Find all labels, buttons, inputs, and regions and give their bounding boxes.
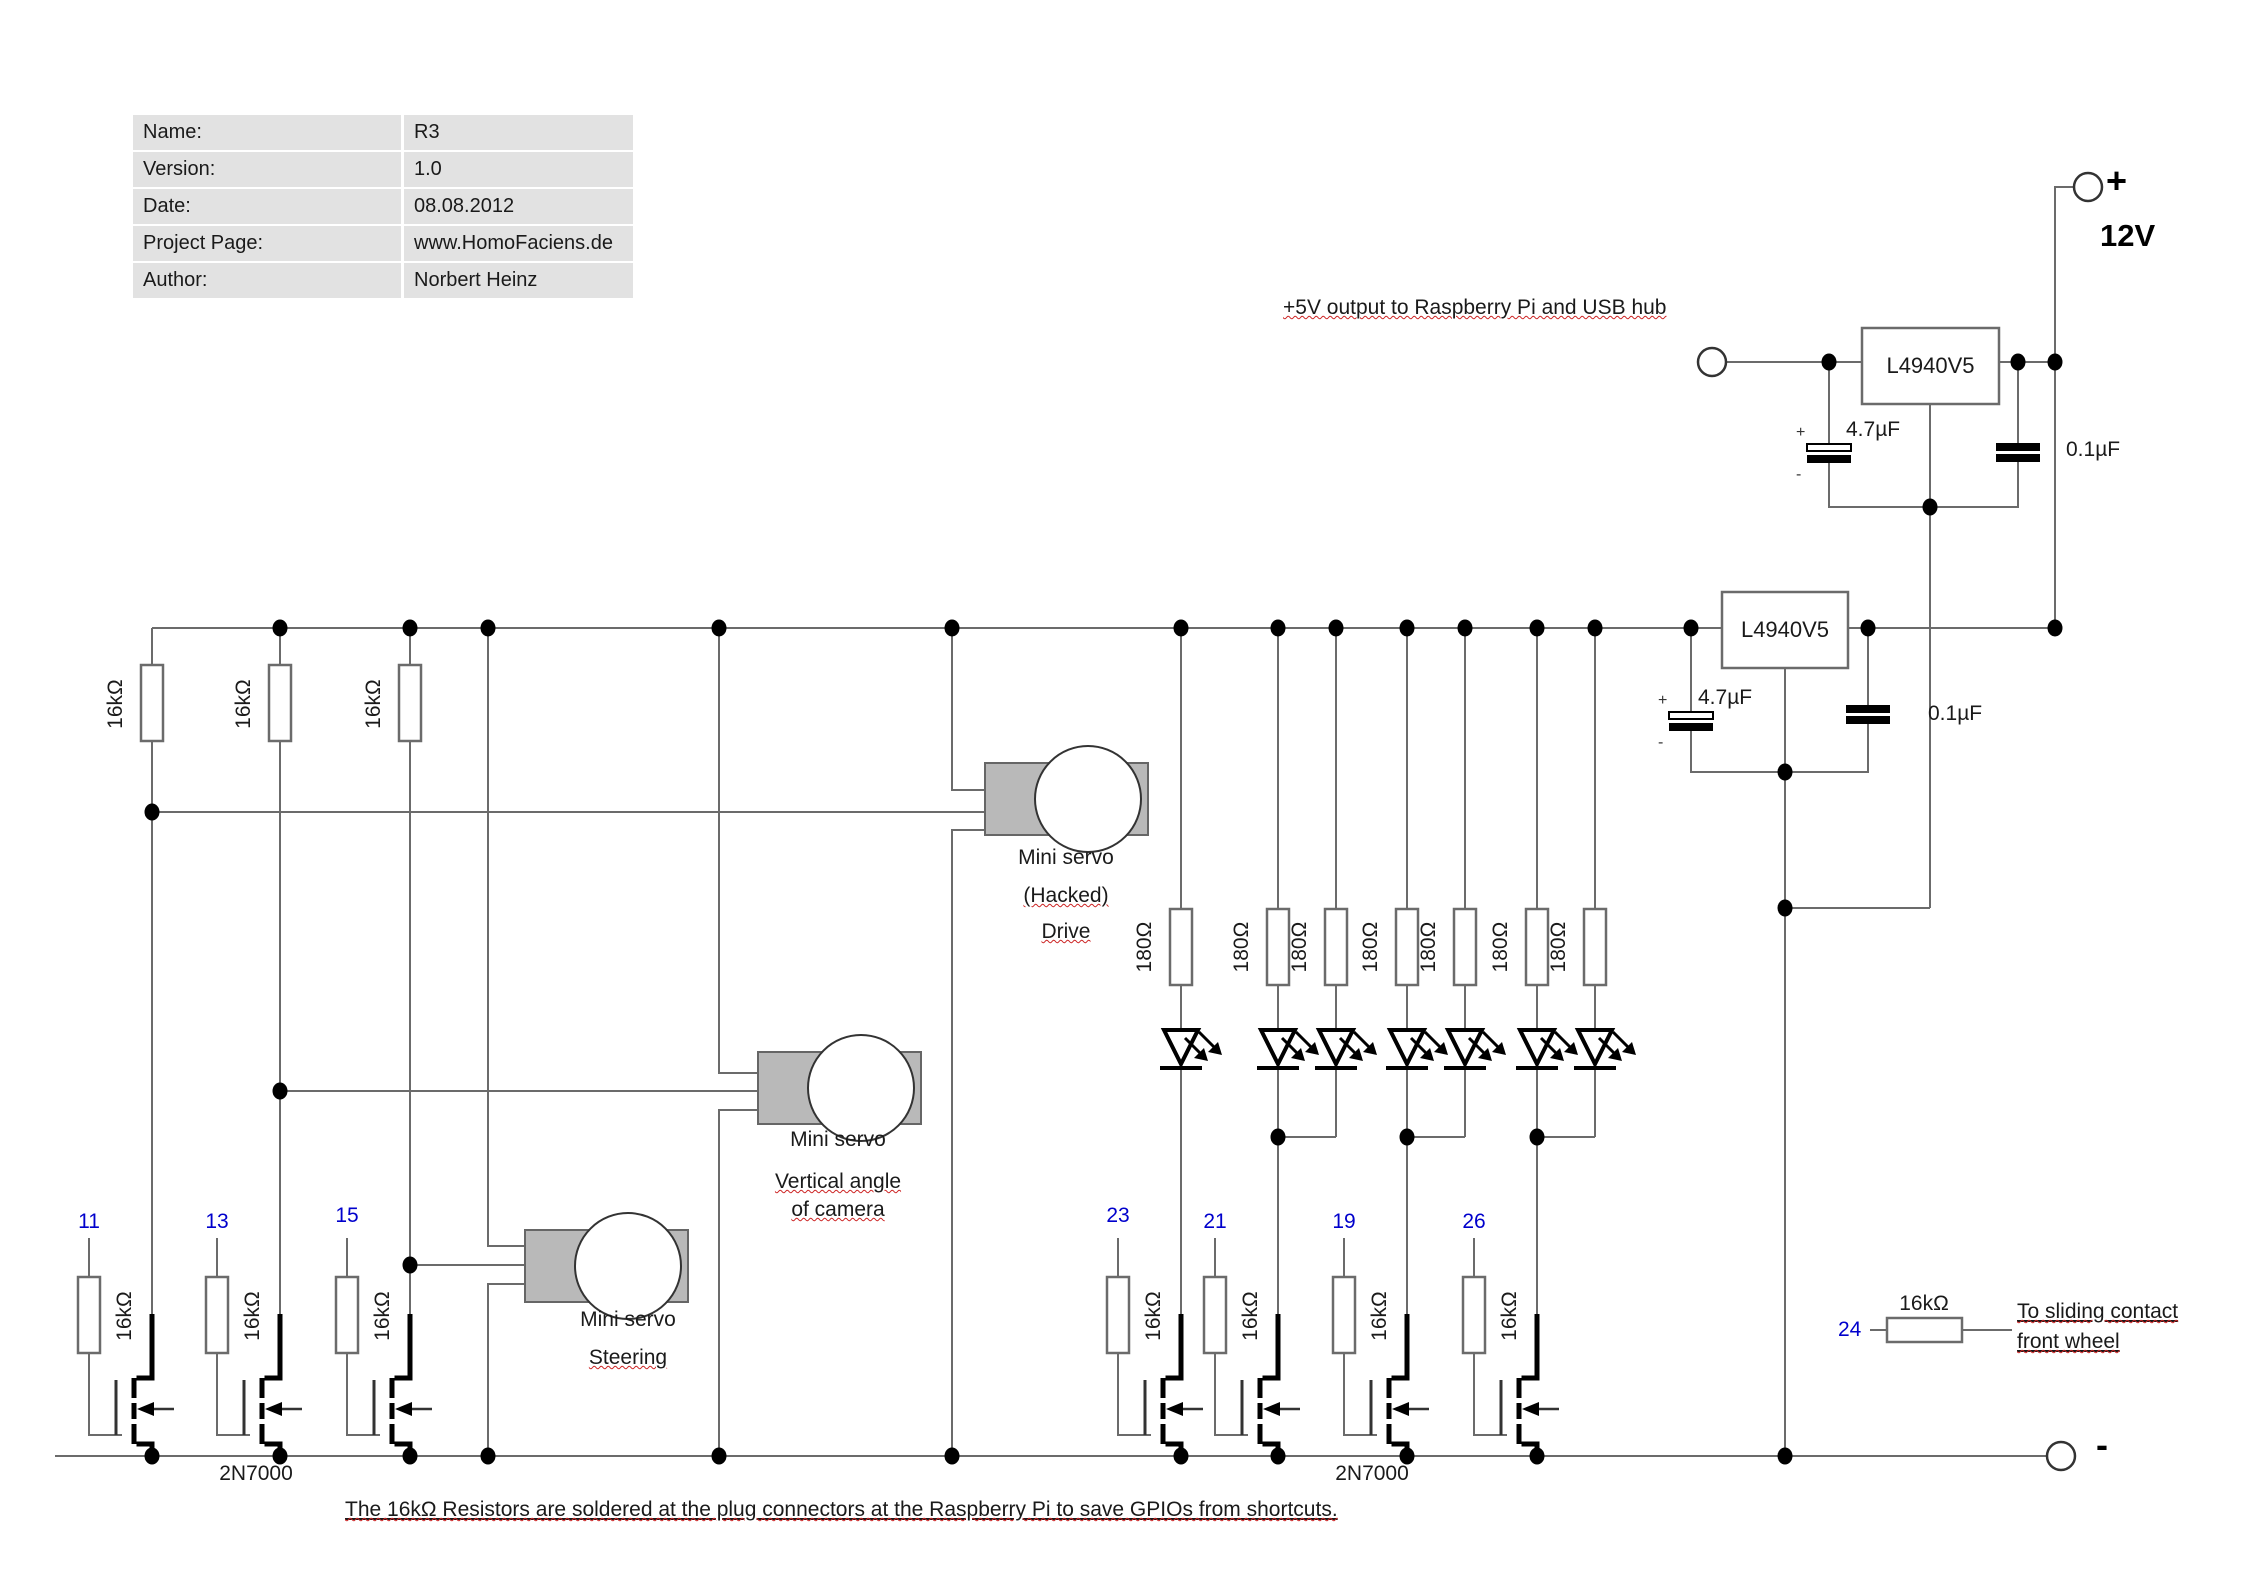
resistor-label: 180Ω (1287, 921, 1311, 973)
cap-plus-sign: + (1658, 692, 1668, 709)
plus-terminal-circle (2074, 173, 2102, 201)
resistor-label: 16kΩ (231, 679, 255, 729)
table-row (133, 189, 633, 224)
resistor-label: 16kΩ (103, 679, 127, 729)
servo-steering-name: Mini servo (580, 1308, 676, 1331)
gpio-pin-label: 11 (78, 1210, 100, 1233)
gpio-pin-label: 15 (335, 1204, 359, 1227)
servo-drive-symbol (985, 746, 1148, 852)
servo-camera-name: Mini servo (790, 1128, 886, 1151)
resistor-label: 16kΩ (1899, 1292, 1949, 1315)
cap-plus-sign: + (1796, 424, 1806, 441)
resistor-label: 180Ω (1229, 921, 1253, 973)
table-row (133, 152, 633, 187)
gpio-pin-label: 21 (1203, 1210, 1227, 1233)
resistor-label: 180Ω (1546, 921, 1570, 973)
resistor-label: 16kΩ (1497, 1291, 1521, 1341)
servo-steering-sub1: Steering (588, 1346, 668, 1369)
resistor-label: 180Ω (1416, 921, 1440, 973)
info-label: Date: (133, 189, 401, 224)
servo-drive-sub2: Drive (1041, 920, 1091, 943)
info-value: 08.08.2012 (404, 189, 633, 224)
transistor-type-label: 2N7000 (1335, 1462, 1409, 1485)
junction-dots (145, 354, 2063, 1465)
minus-terminal-circle (2047, 1442, 2075, 1470)
slider-destination-line2: front wheel (2017, 1330, 2120, 1353)
resistor-label: 16kΩ (112, 1291, 136, 1341)
5v-output-note: +5V output to Raspberry Pi and USB hub (1283, 296, 1667, 319)
project-info-table (133, 115, 633, 300)
plus-terminal-label: + (2106, 160, 2128, 201)
resistor-label: 16kΩ (361, 679, 385, 729)
resistor-label: 16kΩ (240, 1291, 264, 1341)
resistor-label: 16kΩ (1238, 1291, 1262, 1341)
supply-voltage-label: 12V (2100, 218, 2156, 253)
info-value: www.HomoFaciens.de (404, 226, 633, 261)
gpio-pin-label: 23 (1106, 1204, 1130, 1227)
resistor-label: 16kΩ (1367, 1291, 1391, 1341)
gpio-pin-label: 13 (205, 1210, 229, 1233)
cap-minus-sign: - (1658, 734, 1664, 751)
servo-camera-sub2: of camera (791, 1198, 885, 1221)
cap-0u1-label-1: 0.1µF (2066, 438, 2121, 461)
cap-4u7-label-2: 4.7µF (1698, 686, 1753, 709)
gpio-pin-label: 19 (1332, 1210, 1356, 1233)
resistor-label: 180Ω (1358, 921, 1382, 973)
servo-camera-sub1: Vertical angle (774, 1170, 902, 1193)
info-label: Author: (133, 263, 401, 298)
info-label: Version: (133, 152, 401, 187)
info-value: R3 (404, 115, 633, 150)
footnote-caption: The 16kΩ Resistors are soldered at the plug connectors at the Raspberry Pi to save GPIOs from shortcuts. (345, 1498, 1338, 1521)
cap-4u7-label-1: 4.7µF (1846, 418, 1901, 441)
table-row (133, 115, 633, 150)
resistor-label: 180Ω (1488, 921, 1512, 973)
resistor-label: 16kΩ (370, 1291, 394, 1341)
info-value: Norbert Heinz (404, 263, 633, 298)
regulator-1-label: L4940V5 (1886, 353, 1975, 379)
servo-camera-symbol (758, 1035, 921, 1141)
transistor-type-label: 2N7000 (219, 1462, 293, 1485)
resistor-label: 16kΩ (1141, 1291, 1165, 1341)
leds (1160, 1030, 1636, 1068)
table-row (133, 263, 633, 298)
servo-drive-sub1: (Hacked) (1023, 884, 1109, 907)
table-row (133, 226, 633, 261)
gpio-pin-label: 26 (1462, 1210, 1486, 1233)
resistor-label: 180Ω (1132, 921, 1156, 973)
slider-destination-line1: To sliding contact (2017, 1300, 2179, 1323)
info-label: Name: (133, 115, 401, 150)
regulator-2-label: L4940V5 (1740, 617, 1830, 643)
info-value: 1.0 (404, 152, 633, 187)
5v-output-terminal-circle (1698, 348, 1726, 376)
info-label: Project Page: (133, 226, 401, 261)
servo-steering-symbol (525, 1213, 688, 1319)
servo-drive-name: Mini servo (1018, 846, 1114, 869)
gpio-pin-label: 24 (1838, 1318, 1862, 1341)
slider-resistor (1887, 1318, 1962, 1342)
cap-0u1-label-2: 0.1µF (1928, 702, 1983, 725)
cap-minus-sign: - (1796, 466, 1802, 483)
minus-terminal-label: - (2096, 1424, 2108, 1465)
